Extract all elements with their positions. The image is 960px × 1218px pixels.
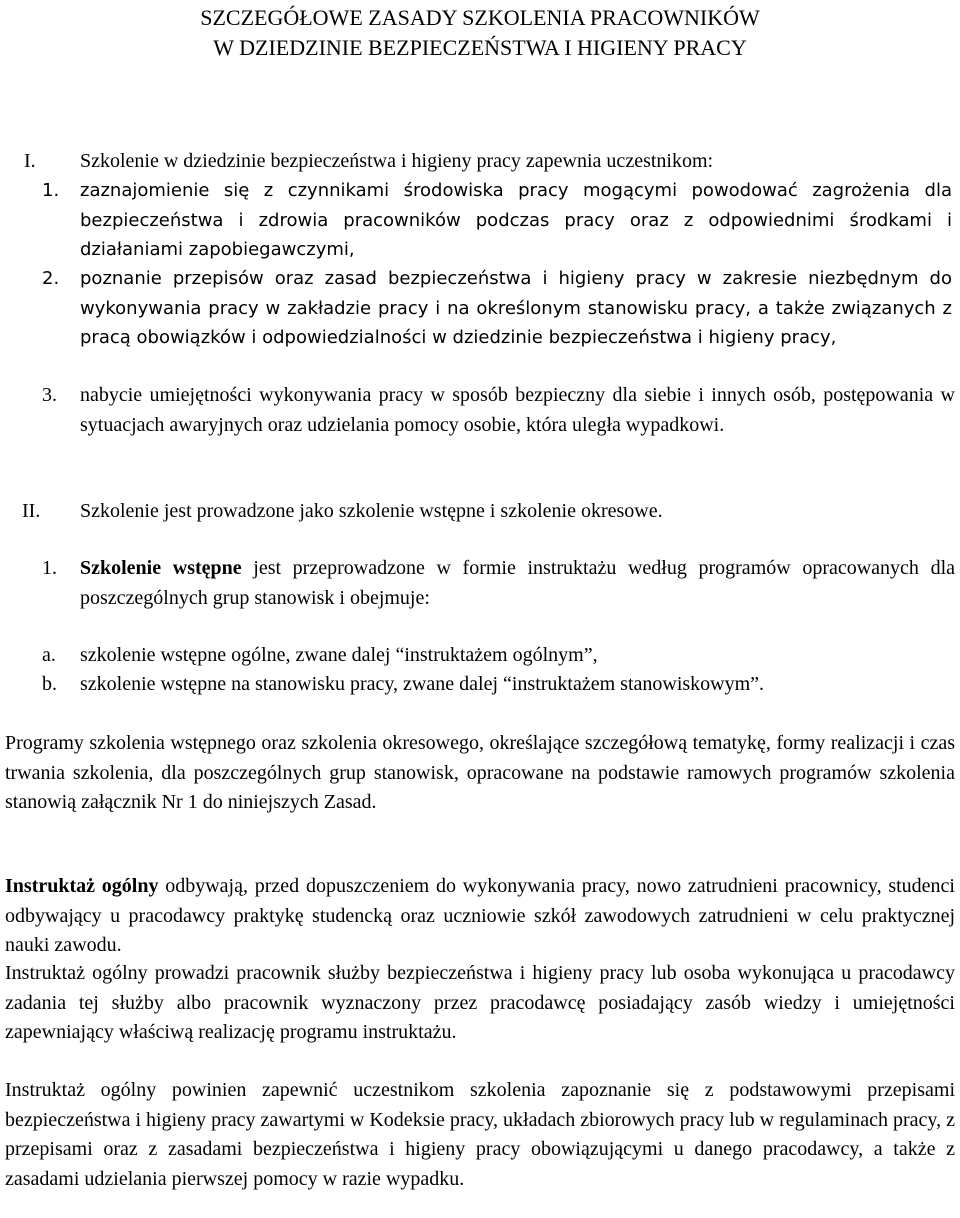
bold-term: Instruktaż ogólny bbox=[5, 875, 159, 897]
list-item-number: 1. bbox=[42, 180, 60, 201]
paragraph-instruktaz-3: Instruktaż ogólny powinien zapewnić uczestnikom szkolenia zapoznanie się z podstawowymi przepisami bezpieczeństwa i higieny pracy zawartymi w Kodeksie pracy, układach zbiorowych pracy lub w regulaminach pracy, z przepisami oraz z zasadami bezpieczeństwa i higieny pracy obowiązującymi u danego pracodawcy, a także z zasadami udzielania pierwszej pomocy w razie wypadku. bbox=[5, 1079, 955, 1190]
document-title bbox=[0, 3, 960, 63]
list-item-letter: a. bbox=[42, 644, 56, 666]
list-item-text bbox=[80, 554, 955, 613]
title-line-1: SZCZEGÓŁOWE ZASADY SZKOLENIA PRACOWNIKÓW bbox=[200, 5, 760, 30]
paragraph-programs: Programy szkolenia wstępnego oraz szkolenia okresowego, określające szczegółową tematykę, formy realizacji i czas trwania szkolenia, dla poszczególnych grup stanowisk, opracowane na podstawie ramowych programów szkolenia stanowią załącznik Nr 1 do niniejszych Zasad. bbox=[5, 732, 955, 813]
list-item-letter: b. bbox=[42, 673, 57, 695]
bold-term: Szkolenie wstępne bbox=[80, 557, 242, 579]
title-line-2: W DZIEDZINIE BEZPIECZEŃSTWA I HIGIENY PRACY bbox=[213, 35, 747, 60]
list-item-number: 2. bbox=[42, 268, 60, 289]
section-1-heading-text: Szkolenie w dziedzinie bezpieczeństwa i higieny pracy zapewnia uczestnikom: bbox=[80, 150, 714, 172]
list-item-text-rest: jest przeprowadzone w formie instruktażu według programów opracowanych dla poszczególnych grup stanowisk i obejmuje: bbox=[80, 557, 955, 609]
list-item-text: szkolenie wstępne na stanowisku pracy, zwane dalej “instruktażem stanowiskowym”. bbox=[80, 673, 765, 695]
section-1-numeral: I. bbox=[24, 150, 36, 172]
section-2-heading-text: Szkolenie jest prowadzone jako szkolenie wstępne i szkolenie okresowe. bbox=[80, 500, 663, 522]
list-item-number: 1. bbox=[42, 557, 57, 579]
list-item-text: nabycie umiejętności wykonywania pracy w sposób bezpieczny dla siebie i innych osób, postępowania w sytuacjach awaryjnych oraz udzielania pomocy osobie, która uległa wypadkowi. bbox=[80, 384, 955, 436]
paragraph-text: odbywają, przed dopuszczeniem do wykonywania pracy, nowo zatrudnieni pracownicy, studenci odbywający u pracodawcy praktykę studencką oraz uczniowie szkół zawodowych zatrudnieni w celu praktycznej nauki zawodu. bbox=[5, 875, 955, 956]
list-item-text: szkolenie wstępne ogólne, zwane dalej “instruktażem ogólnym”, bbox=[80, 644, 598, 666]
paragraph-instruktaz-2: Instruktaż ogólny prowadzi pracownik służby bezpieczeństwa i higieny pracy lub osoba wykonująca u pracodawcy zadania tej służby albo pracownik wyznaczony przez pracodawcę posiadający zasób wiedzy i umiejętności zapewniający właściwą realizację programu instruktażu. bbox=[5, 962, 955, 1043]
list-item-text: zaznajomienie się z czynnikami środowiska pracy mogącymi powodować zagrożenia dla bezpieczeństwa i zdrowia pracowników podczas pracy oraz z odpowiednimi środkami i działaniami zapobiegawczymi, bbox=[80, 180, 952, 260]
paragraph-instruktaz-1 bbox=[5, 872, 955, 961]
list-item-text: poznanie przepisów oraz zasad bezpieczeństwa i higieny pracy w zakresie niezbędnym do wykonywania pracy w zakładzie pracy i na określonym stanowisku pracy, a także związanych z pracą obowiązków i odpowiedzialności w dziedzinie bezpieczeństwa i higieny pracy, bbox=[80, 268, 952, 348]
section-2-numeral: II. bbox=[22, 500, 41, 522]
list-item-number: 3. bbox=[42, 384, 57, 406]
